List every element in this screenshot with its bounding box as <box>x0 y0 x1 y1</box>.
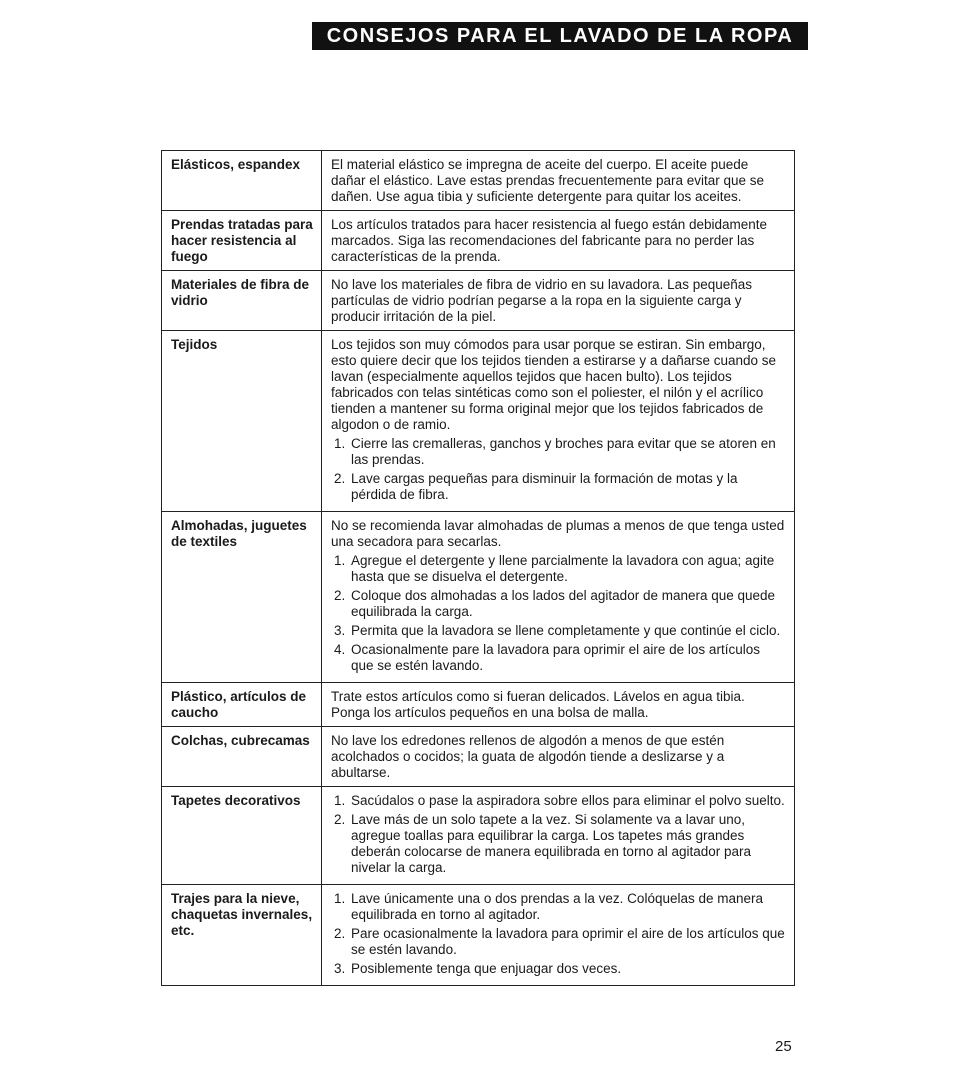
fabric-type-label: Elásticos, espandex <box>162 151 322 211</box>
table-row <box>162 683 795 727</box>
table-row <box>162 727 795 787</box>
table-row <box>162 885 795 986</box>
instruction-steps <box>331 436 786 503</box>
instruction-text: Los tejidos son muy cómodos para usar porque se estiran. Sin embargo, esto quiere decir que los tejidos tienden a estirarse y a dañarse cuando se lavan (especialmente aquellos tejidos que hacen bulto). Los tejidos fabricados con telas sintéticas como son el poliester, el nilón y el acrílico tienden a mantener su forma original mejor que los tejidos fabricados de algodon o de ramio. <box>331 337 777 432</box>
instruction-step: 4. Ocasionalmente pare la lavadora para oprimir el aire de los artículos que se estén lavando. <box>349 642 786 674</box>
fabric-type-label: Materiales de fibra de vidrio <box>162 271 322 331</box>
care-instructions <box>322 512 795 683</box>
instruction-step: 3. Permita que la lavadora se llene completamente y que continúe el ciclo. <box>349 623 786 639</box>
page-title: CONSEJOS PARA EL LAVADO DE LA ROPA <box>312 22 808 50</box>
table-row <box>162 211 795 271</box>
fabric-type-label: Tejidos <box>162 331 322 512</box>
instruction-step: 1. Agregue el detergente y llene parcialmente la lavadora con agua; agite hasta que se disuelva el detergente. <box>349 553 786 585</box>
care-instructions <box>322 787 795 885</box>
fabric-type-label: Plástico, artículos de caucho <box>162 683 322 727</box>
care-instructions <box>322 683 795 727</box>
care-instructions <box>322 885 795 986</box>
instruction-text: No lave los edredones rellenos de algodón a menos de que estén acolchados o cocidos; la guata de algodón tiende a deslizarse y a abultarse. <box>331 733 725 780</box>
care-instructions <box>322 151 795 211</box>
instruction-step: 1. Sacúdalos o pase la aspiradora sobre ellos para eliminar el polvo suelto. <box>349 793 786 809</box>
instruction-steps <box>331 793 786 876</box>
instruction-steps <box>331 553 786 674</box>
care-instructions <box>322 211 795 271</box>
instruction-text: No lave los materiales de fibra de vidrio en su lavadora. Las pequeñas partículas de vidrio podrían pegarse a la ropa en la siguiente carga y producir irritación de la piel. <box>331 277 752 324</box>
instruction-step: 3. Posiblemente tenga que enjuagar dos veces. <box>349 961 786 977</box>
instruction-step: 2. Coloque dos almohadas a los lados del agitador de manera que quede equilibrada la carga. <box>349 588 786 620</box>
instruction-step: 1. Lave únicamente una o dos prendas a la vez. Colóquelas de manera equilibrada en torno al agitador. <box>349 891 786 923</box>
instruction-step: 2. Lave cargas pequeñas para disminuir la formación de motas y la pérdida de fibra. <box>349 471 786 503</box>
instruction-text: El material elástico se impregna de aceite del cuerpo. El aceite puede dañar el elástico. Lave estas prendas frecuentemente para evitar que se dañen. Use agua tibia y suficiente detergente para quitar los aceites. <box>331 157 765 204</box>
care-instructions <box>322 331 795 512</box>
table-row <box>162 331 795 512</box>
fabric-type-label: Trajes para la nieve, chaquetas invernales, etc. <box>162 885 322 986</box>
fabric-type-label: Almohadas, juguetes de textiles <box>162 512 322 683</box>
fabric-type-label: Tapetes decorativos <box>162 787 322 885</box>
table-row <box>162 271 795 331</box>
instruction-text: Los artículos tratados para hacer resistencia al fuego están debidamente marcados. Siga las recomendaciones del fabricante para no perder las características de la prenda. <box>331 217 768 264</box>
care-instructions <box>322 271 795 331</box>
care-instructions <box>322 727 795 787</box>
instruction-text: No se recomienda lavar almohadas de plumas a menos de que tenga usted una secadora para secarlas. <box>331 518 785 549</box>
page-number: 25 <box>775 1038 792 1055</box>
washing-tips-table <box>161 150 795 986</box>
fabric-type-label: Colchas, cubrecamas <box>162 727 322 787</box>
instruction-step: 2. Pare ocasionalmente la lavadora para oprimir el aire de los artículos que se estén lavando. <box>349 926 786 958</box>
instruction-steps <box>331 891 786 977</box>
instruction-text: Trate estos artículos como si fueran delicados. Lávelos en agua tibia. Ponga los artículos pequeños en una bolsa de malla. <box>331 689 745 720</box>
table-row <box>162 151 795 211</box>
fabric-type-label: Prendas tratadas para hacer resistencia al fuego <box>162 211 322 271</box>
instruction-step: 1. Cierre las cremalleras, ganchos y broches para evitar que se atoren en las prendas. <box>349 436 786 468</box>
table-row <box>162 512 795 683</box>
instruction-step: 2. Lave más de un solo tapete a la vez. Si solamente va a lavar uno, agregue toallas para equilibrar la carga. Los tapetes más grandes deberán colocarse de manera equilibrada en torno al agitador para nivelar la carga. <box>349 812 786 876</box>
table-row <box>162 787 795 885</box>
